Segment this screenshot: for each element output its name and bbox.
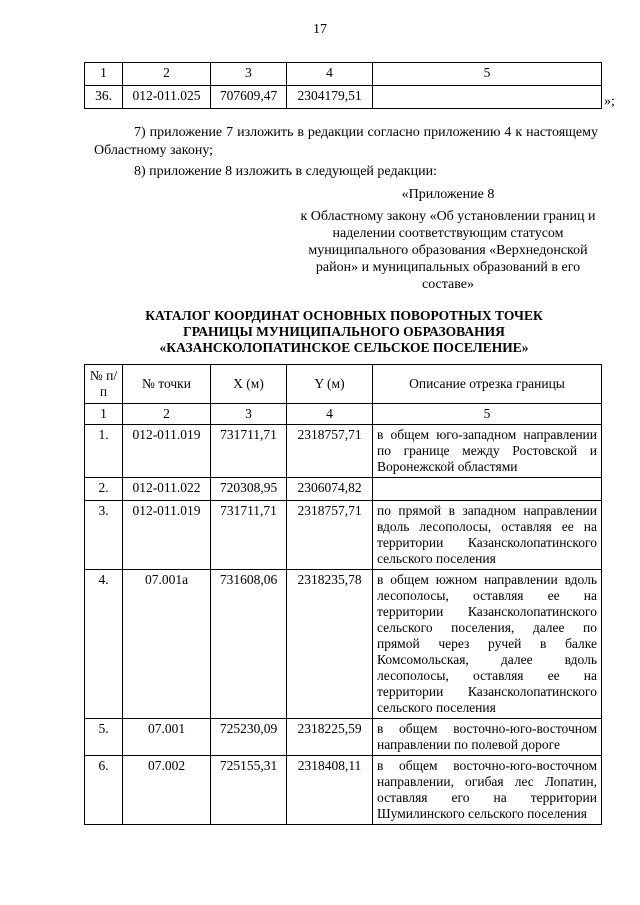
- table-header-row: [85, 365, 602, 404]
- header-y: Y (м): [287, 365, 373, 404]
- header-desc: Описание отрезка границы: [373, 365, 602, 404]
- catalog-heading: [84, 308, 604, 356]
- catalog-body: [85, 425, 602, 825]
- cell-point: 07.001а: [123, 570, 211, 719]
- column-number: 2: [123, 63, 211, 86]
- paragraph-7: 7) приложение 7 изложить в редакции согласно приложению 4 к настоящему Областному закону;: [94, 125, 598, 158]
- header-x: X (м): [211, 365, 287, 404]
- cell-num: 36.: [85, 86, 123, 109]
- cell-num: 4.: [85, 570, 123, 719]
- column-number: 5: [373, 404, 602, 425]
- column-number: 1: [85, 63, 123, 86]
- cell-desc: в общем южном направлении вдоль лесополосы, оставляя ее на территории Казансколопатинского сельского поселения, далее по прямой через ручей в балке Комсомольская, далее вдоль лесополосы, оставляя ее на территории Казансколопатинского сельского поселения: [373, 570, 602, 719]
- cell-y: 2318757,71: [287, 425, 373, 478]
- heading-line: «КАЗАНСКОЛОПАТИНСКОЕ СЕЛЬСКОЕ ПОСЕЛЕНИЕ»: [159, 340, 529, 355]
- column-number: 4: [287, 63, 373, 86]
- cell-num: 1.: [85, 425, 123, 478]
- cell-y: 2304179,51: [287, 86, 373, 109]
- cell-point: 012-011.025: [123, 86, 211, 109]
- column-number-row: [85, 404, 602, 425]
- cell-y: 2318225,59: [287, 719, 373, 756]
- cell-point: 012-011.022: [123, 478, 211, 501]
- cell-x: 707609,47: [211, 86, 287, 109]
- table-row: [85, 478, 602, 501]
- cell-desc: в общем юго-западном направлении по границе между Ростовской и Воронежской областями: [373, 425, 602, 478]
- cell-y: 2318757,71: [287, 501, 373, 570]
- cell-desc: в общем восточно-юго-восточном направлении по полевой дороге: [373, 719, 602, 756]
- header-point: № точки: [123, 365, 211, 404]
- cell-x: 731711,71: [211, 501, 287, 570]
- cell-x: 731711,71: [211, 425, 287, 478]
- appendix-description: к Областному закону «Об установлении границ и наделении соответствующим статусом муниципального образования «Верхнедонской район» и муниципальных образований в его составе»: [300, 209, 596, 292]
- cell-y: 2306074,82: [287, 478, 373, 501]
- table-row: [85, 501, 602, 570]
- cell-desc: по прямой в западном направлении вдоль лесополосы, оставляя ее на территории Казансколопатинского сельского поселения: [373, 501, 602, 570]
- table-row: [85, 86, 602, 109]
- table-row: [85, 425, 602, 478]
- cell-x: 725155,31: [211, 756, 287, 825]
- column-number: 4: [287, 404, 373, 425]
- cell-num: 6.: [85, 756, 123, 825]
- cell-point: 07.002: [123, 756, 211, 825]
- column-number: 3: [211, 63, 287, 86]
- closing-quote: »;: [604, 94, 615, 109]
- cell-y: 2318235,78: [287, 570, 373, 719]
- cell-x: 720308,95: [211, 478, 287, 501]
- table-row: [85, 719, 602, 756]
- cell-point: 07.001: [123, 719, 211, 756]
- heading-line: КАТАЛОГ КООРДИНАТ ОСНОВНЫХ ПОВОРОТНЫХ ТОЧЕК: [145, 308, 543, 323]
- appendix-title: «Приложение 8: [401, 187, 495, 202]
- catalog-table: [84, 364, 602, 825]
- table-row: [85, 570, 602, 719]
- paragraph-8: 8) приложение 8 изложить в следующей редакции:: [134, 164, 437, 179]
- header-num: № п/п: [85, 365, 123, 404]
- cell-desc: [373, 86, 602, 109]
- heading-line: ГРАНИЦЫ МУНИЦИПАЛЬНОГО ОБРАЗОВАНИЯ: [183, 324, 505, 339]
- cell-x: 725230,09: [211, 719, 287, 756]
- column-number: 1: [85, 404, 123, 425]
- cell-num: 5.: [85, 719, 123, 756]
- column-number: 5: [373, 63, 602, 86]
- column-number: 2: [123, 404, 211, 425]
- table-row: [85, 756, 602, 825]
- cell-desc: в общем восточно-юго-восточном направлении, огибая лес Лопатин, оставляя его на территории Шумилинского сельского поселения: [373, 756, 602, 825]
- page-number: 17: [313, 22, 327, 37]
- continuation-table: [84, 62, 602, 109]
- cell-point: 012-011.019: [123, 501, 211, 570]
- column-number: 3: [211, 404, 287, 425]
- cell-num: 3.: [85, 501, 123, 570]
- cell-point: 012-011.019: [123, 425, 211, 478]
- cell-x: 731608,06: [211, 570, 287, 719]
- table-header-row: [85, 63, 602, 86]
- cell-desc: [373, 478, 602, 501]
- cell-num: 2.: [85, 478, 123, 501]
- cell-y: 2318408,11: [287, 756, 373, 825]
